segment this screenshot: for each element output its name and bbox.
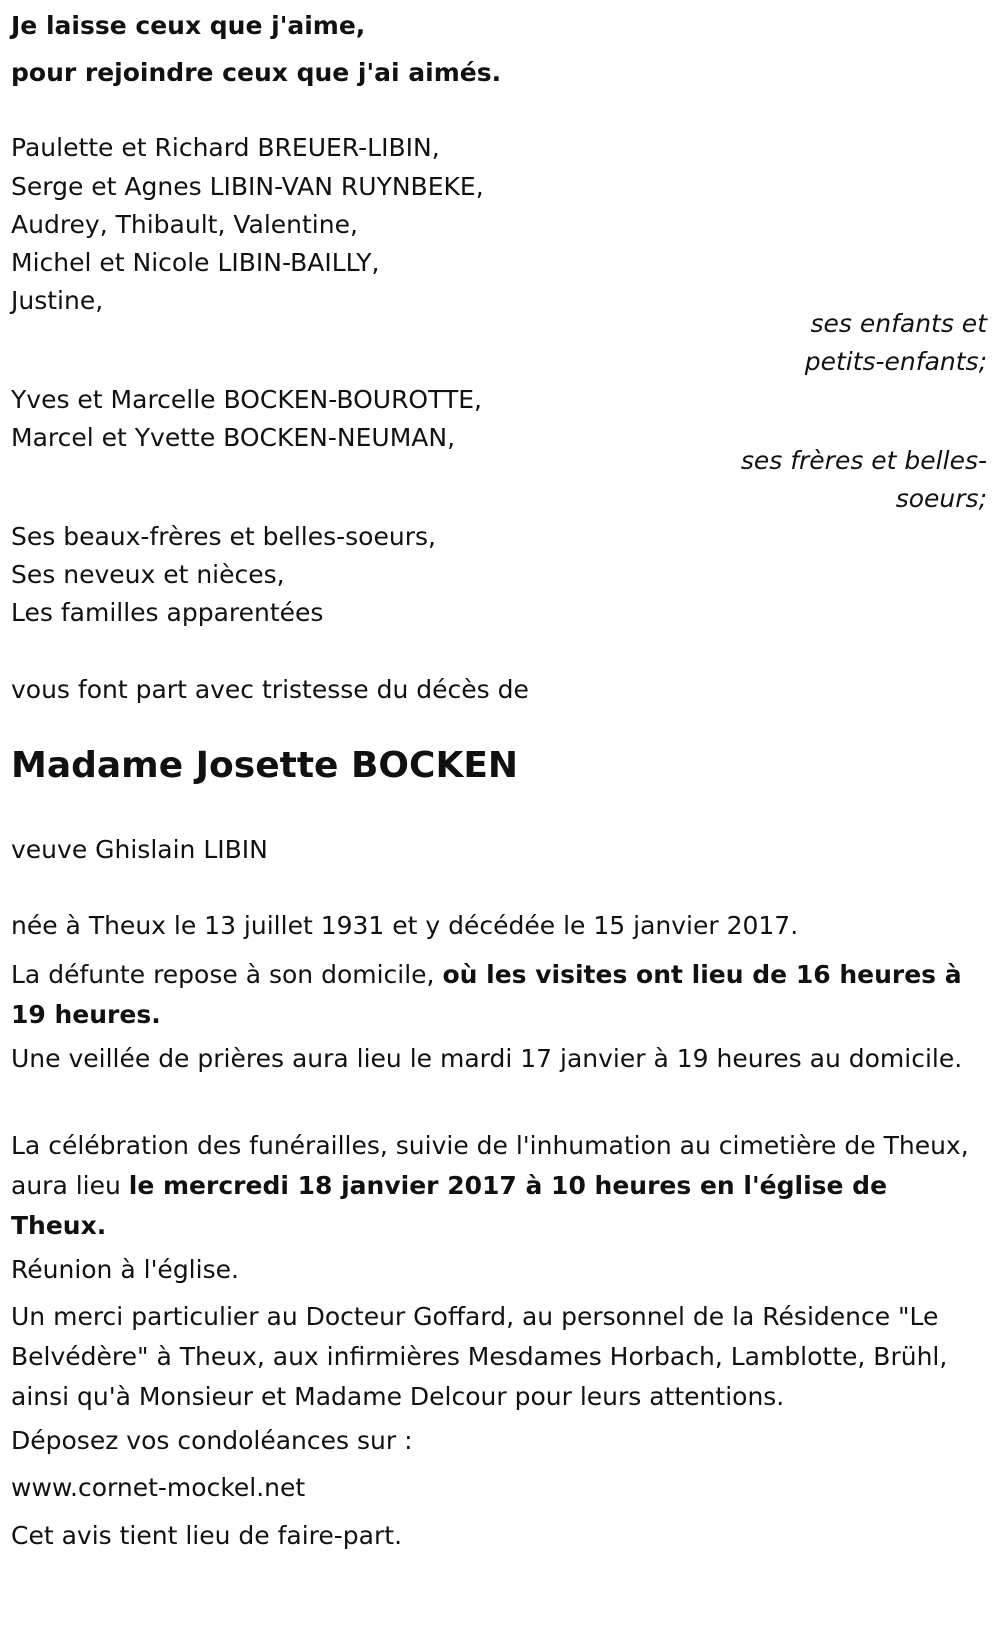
rest-info — [11, 955, 986, 1035]
family-name: Audrey, Thibault, Valentine, — [11, 210, 358, 239]
condolences-label: Déposez vos condoléances sur : — [11, 1426, 413, 1455]
family-name: Justine, — [11, 286, 104, 315]
family-name: Paulette et Richard BREUER-LIBIN, — [11, 133, 440, 162]
relation-siblings: ses frères et belles- — [740, 446, 987, 475]
family-name: Marcel et Yvette BOCKEN-NEUMAN, — [11, 423, 456, 452]
family-name: Yves et Marcelle BOCKEN-BOUROTTE, — [11, 385, 482, 414]
funeral-info-plain: La célébration des funérailles, suivie de l'inhumation au cimetière de Theux, aura lieu — [11, 1131, 969, 1200]
relation-children: petits-enfants; — [804, 347, 987, 376]
epigraph-line-1: Je laisse ceux que j'aime, — [11, 11, 366, 40]
family-name: Les familles apparentées — [11, 598, 324, 627]
family-name: Ses beaux-frères et belles-soeurs, — [11, 522, 436, 551]
birth-death-info: née à Theux le 13 juillet 1931 et y décédée le 15 janvier 2017. — [11, 911, 799, 940]
rest-info-bold: où les visites ont lieu de 16 heures à 19 heures. — [11, 960, 962, 1029]
epigraph-line-2: pour rejoindre ceux que j'ai aimés. — [11, 58, 502, 87]
relation-children: ses enfants et — [810, 309, 987, 338]
thanks-text: Un merci particulier au Docteur Goffard, au personnel de la Résidence "Le Belvédère" à Theux, aux infirmières Mesdames Horbach, Lamblotte, Brühl, ainsi qu'à Monsieur et Madame Delcour pour leurs attentions. — [11, 1302, 948, 1411]
family-name: Serge et Agnes LIBIN-VAN RUYNBEKE, — [11, 172, 484, 201]
family-name: Michel et Nicole LIBIN-BAILLY, — [11, 248, 380, 277]
funeral-info — [11, 1126, 986, 1246]
funeral-info-bold: le mercredi 18 janvier 2017 à 10 heures en l'église de Theux. — [11, 1171, 888, 1240]
deceased-name: Madame Josette BOCKEN — [11, 745, 519, 786]
meeting-info: Réunion à l'église. — [11, 1255, 239, 1284]
relation-siblings: soeurs; — [895, 484, 987, 513]
condolences-link[interactable]: www.cornet-mockel.net — [11, 1473, 306, 1502]
rest-info-plain: La défunte repose à son domicile, — [11, 960, 443, 989]
announcement-text: vous font part avec tristesse du décès de — [11, 675, 529, 704]
widow-of: veuve Ghislain LIBIN — [11, 835, 268, 864]
family-name: Ses neveux et nièces, — [11, 560, 285, 589]
closing-text: Cet avis tient lieu de faire-part. — [11, 1521, 403, 1550]
vigil-info: Une veillée de prières aura lieu le mardi 17 janvier à 19 heures au domicile. — [11, 1044, 963, 1073]
